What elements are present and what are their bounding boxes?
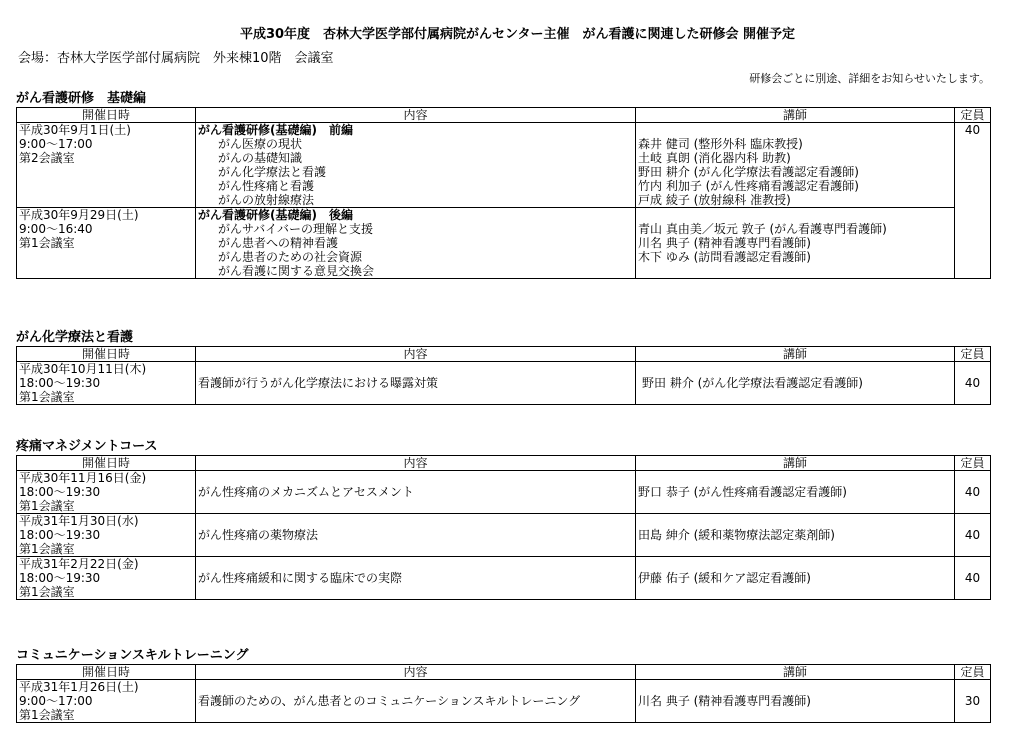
header-lecturer: 講師 [636, 456, 955, 471]
lecturer-text: 森井 健司 (整形外科 臨床教授) [638, 137, 803, 151]
page-title: 平成30年度 杏林大学医学部付属病院がんセンター主催 がん看護に関連した研修会 開催予定 [239, 27, 796, 42]
date-text: 平成31年1月26日(土) [19, 680, 139, 694]
lecturer-text: 土岐 真朗 (消化器内科 助教) [638, 151, 791, 165]
date-text: 平成30年9月1日(土) [19, 123, 131, 137]
header-lecturer: 講師 [636, 347, 955, 362]
schedule-table [16, 664, 991, 723]
table-row [17, 123, 991, 208]
section-title: がん看護研修 基礎編 [16, 91, 147, 106]
section-title: コミュニケーションスキルトレーニング [16, 648, 249, 663]
table-row [17, 362, 991, 405]
time-text: 9:00～17:00 [19, 137, 93, 151]
room-text: 第1会議室 [19, 708, 75, 722]
capacity-cell: 40 [955, 123, 991, 279]
time-text: 9:00～16:40 [19, 222, 93, 236]
date-text: 平成30年11月16日(金) [19, 471, 147, 485]
lecturer-cell: 川名 典子 (精神看護専門看護師) [636, 680, 955, 723]
lecturer-cell: 伊藤 佑子 (緩和ケア認定看護師) [636, 557, 955, 600]
venue-text: 会場：杏林大学医学部付属病院 外来棟10階 会議室 [18, 51, 334, 66]
lecturer-cell: 野口 恭子 (がん性疼痛看護認定看護師) [636, 471, 955, 514]
course-heading: がん看護研修(基礎編) 前編 [198, 123, 353, 137]
header-date: 開催日時 [17, 665, 196, 680]
content-cell: がん性疼痛の薬物療法 [196, 514, 636, 557]
content-cell: 看護師のための、がん患者とのコミュニケーションスキルトレーニング [196, 680, 636, 723]
date-cell [17, 557, 196, 600]
capacity-cell: 40 [955, 471, 991, 514]
header-row [17, 347, 991, 362]
list-item: がんサバイバーの理解と支援 [218, 222, 374, 236]
header-lecturer: 講師 [636, 108, 955, 123]
list-item: がん化学療法と看護 [218, 165, 327, 179]
schedule-table [16, 346, 991, 405]
schedule-table [16, 107, 991, 279]
capacity-cell: 40 [955, 362, 991, 405]
time-text: 18:00～19:30 [19, 376, 101, 390]
lecturer-text: 青山 真由美／坂元 敦子 (がん看護専門看護師) [638, 222, 887, 236]
lecturer-cell [636, 208, 955, 279]
date-text: 平成31年1月30日(水) [19, 514, 139, 528]
header-capacity: 定員 [955, 665, 991, 680]
table-row [17, 557, 991, 600]
section-chemotherapy [16, 329, 990, 405]
date-text: 平成30年10月11日(木) [19, 362, 147, 376]
header-lecturer: 講師 [636, 665, 955, 680]
list-item: がんの基礎知識 [218, 151, 303, 165]
content-cell: 看護師が行うがん化学療法における曝露対策 [196, 362, 636, 405]
lecturer-text: 竹内 利加子 (がん性疼痛看護認定看護師) [638, 179, 859, 193]
list-item: がん患者のための社会資源 [218, 250, 363, 264]
time-text: 9:00～17:00 [19, 694, 93, 708]
list-item: がんの放射線療法 [218, 193, 315, 207]
content-cell: がん性疼痛のメカニズムとアセスメント [196, 471, 636, 514]
header-date: 開催日時 [17, 456, 196, 471]
time-text: 18:00～19:30 [19, 485, 101, 499]
time-text: 18:00～19:30 [19, 528, 101, 542]
header-capacity: 定員 [955, 347, 991, 362]
capacity-cell: 40 [955, 557, 991, 600]
header-row [17, 108, 991, 123]
date-cell [17, 680, 196, 723]
section-title: 疼痛マネジメントコース [16, 439, 158, 454]
date-cell [17, 123, 196, 208]
lecturer-cell: 野田 耕介 (がん化学療法看護認定看護師) [636, 362, 955, 405]
list-item: がん患者への精神看護 [218, 236, 339, 250]
date-cell [17, 514, 196, 557]
header-content: 内容 [196, 347, 636, 362]
course-heading: がん看護研修(基礎編) 後編 [198, 208, 353, 222]
header-row [17, 665, 991, 680]
header-row [17, 456, 991, 471]
lecturer-text: 木下 ゆみ (訪問看護認定看護師) [638, 250, 811, 264]
header-content: 内容 [196, 108, 636, 123]
list-item: がん性疼痛と看護 [218, 179, 315, 193]
content-cell [196, 123, 636, 208]
header-content: 内容 [196, 665, 636, 680]
room-text: 第2会議室 [19, 151, 75, 165]
section-title: がん化学療法と看護 [16, 330, 134, 345]
table-row [17, 471, 991, 514]
header-content: 内容 [196, 456, 636, 471]
room-text: 第1会議室 [19, 236, 75, 250]
date-text: 平成30年9月29日(土) [19, 208, 139, 222]
section-basic [16, 90, 990, 279]
lecturer-cell [636, 123, 955, 208]
room-text: 第1会議室 [19, 542, 75, 556]
lecturer-text: 川名 典子 (精神看護専門看護師) [638, 236, 811, 250]
time-text: 18:00～19:30 [19, 571, 101, 585]
table-row [17, 208, 991, 279]
room-text: 第1会議室 [19, 585, 75, 599]
lecturer-text: 戸成 綾子 (放射線科 准教授) [638, 193, 791, 207]
header-date: 開催日時 [17, 347, 196, 362]
header-capacity: 定員 [955, 108, 991, 123]
table-row [17, 514, 991, 557]
capacity-cell: 40 [955, 514, 991, 557]
lecturer-text: 野田 耕介 (がん化学療法看護認定看護師) [638, 165, 859, 179]
header-capacity: 定員 [955, 456, 991, 471]
date-cell [17, 362, 196, 405]
content-cell [196, 208, 636, 279]
lecturer-cell: 田島 紳介 (緩和薬物療法認定薬剤師) [636, 514, 955, 557]
date-cell [17, 471, 196, 514]
list-item: がん医療の現状 [218, 137, 303, 151]
section-pain-management [16, 438, 990, 600]
content-cell: がん性疼痛緩和に関する臨床での実際 [196, 557, 636, 600]
date-cell [17, 208, 196, 279]
table-row [17, 680, 991, 723]
notice-text: 研修会ごとに別途、詳細をお知らせいたします。 [749, 72, 990, 85]
section-communication-skills [16, 647, 990, 723]
room-text: 第1会議室 [19, 390, 75, 404]
capacity-cell: 30 [955, 680, 991, 723]
schedule-table [16, 455, 991, 600]
room-text: 第1会議室 [19, 499, 75, 513]
date-text: 平成31年2月22日(金) [19, 557, 139, 571]
header-date: 開催日時 [17, 108, 196, 123]
list-item: がん看護に関する意見交換会 [218, 264, 375, 278]
